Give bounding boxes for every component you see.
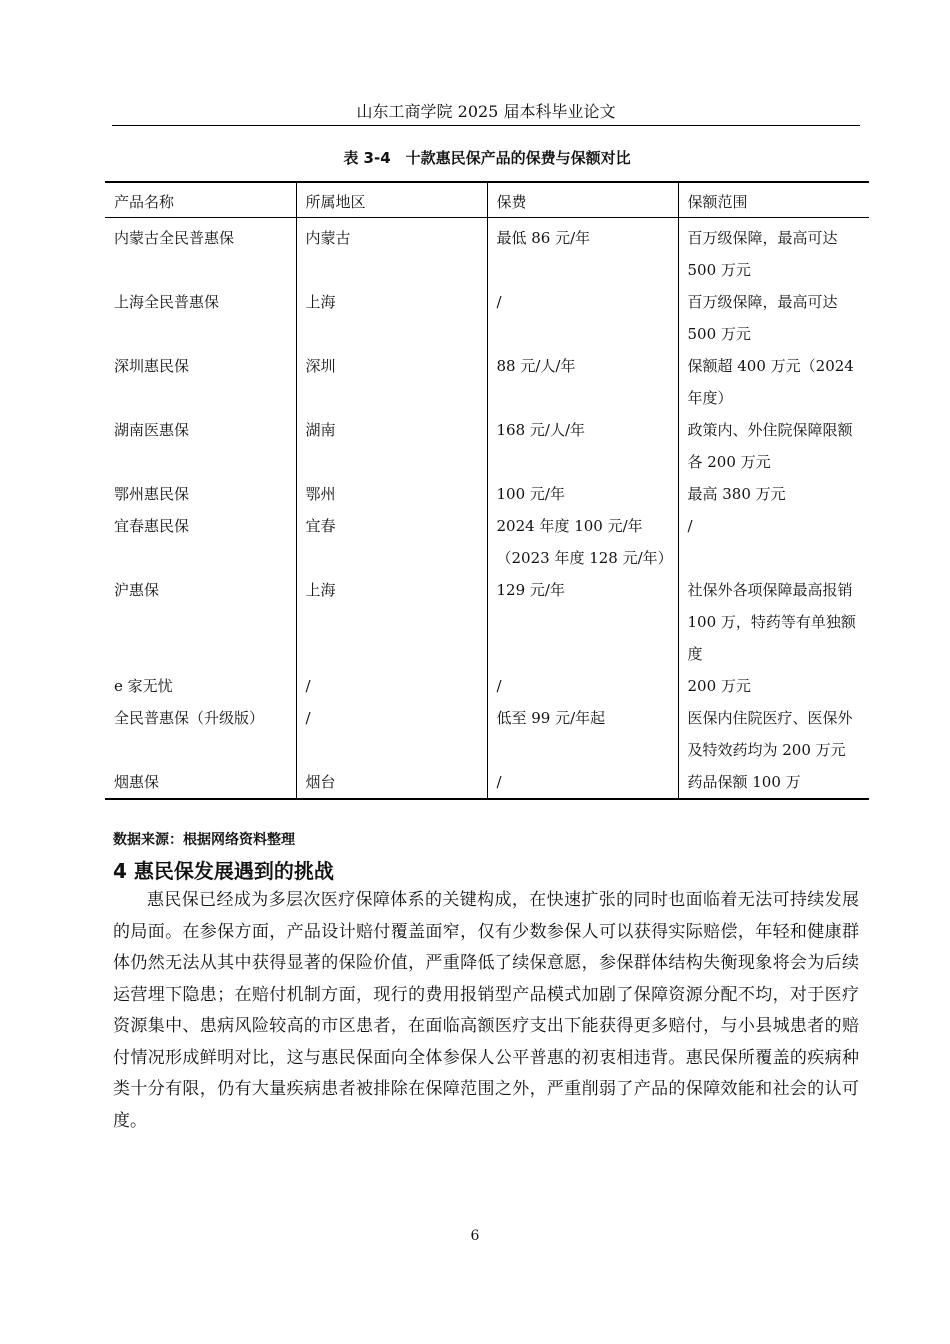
cell-region: 上海 bbox=[296, 574, 487, 670]
cell-premium: 最低 86 元/年 bbox=[487, 218, 678, 287]
cell-premium: 2024 年度 100 元/年（2023 年度 128 元/年） bbox=[487, 510, 678, 574]
cell-coverage: 最高 380 万元 bbox=[678, 478, 869, 510]
cell-coverage: 药品保额 100 万 bbox=[678, 766, 869, 799]
cell-product: 上海全民普惠保 bbox=[114, 293, 220, 311]
cell-region: 烟台 bbox=[296, 766, 487, 799]
section-heading: 4 惠民保发展遇到的挑战 bbox=[113, 859, 334, 883]
running-header: 山东工商学院 2025 届本科毕业论文 bbox=[356, 102, 616, 121]
cell-premium: / bbox=[487, 286, 678, 350]
cell-product: 深圳惠民保 bbox=[114, 357, 190, 375]
body-paragraph: 惠民保已经成为多层次医疗保障体系的关键构成，在快速扩张的同时也面临着无法可持续发展的局面。在参保方面，产品设计赔付覆盖面窄，仅有少数参保人可以获得实际赔偿，年轻和健康群体仍然无法从其中获得显著的保险价值，严重降低了续保意愿，参保群体结构失衡现象将会为后续运营埋下隐患；在赔付机制方面，现行的费用报销型产品模式加剧了保障资源分配不均，对于医疗资源集中、患病风险较高的市区患者，在面临高额医疗支出下能获得更多赔付，与小县城患者的赔付情况形成鲜明对比，这与惠民保面向全体参保人公平普惠的初衷相违背。惠民保所覆盖的疾病种类十分有限，仍有大量疾病患者被排除在保障范围之外，严重削弱了产品的保障效能和社会的认可度。 bbox=[113, 890, 859, 1131]
table-row bbox=[105, 218, 869, 287]
column-header-region: 所属地区 bbox=[296, 182, 487, 218]
cell-premium: 88 元/人/年 bbox=[487, 350, 678, 414]
cell-product: 鄂州惠民保 bbox=[114, 485, 190, 503]
header-rule bbox=[112, 125, 860, 126]
cell-product: 烟惠保 bbox=[114, 773, 160, 791]
page-number: 6 bbox=[470, 1228, 480, 1244]
cell-premium: 129 元/年 bbox=[487, 574, 678, 670]
table-caption: 表 3-4 十款惠民保产品的保费与保额对比 bbox=[343, 149, 631, 167]
cell-product: e 家无忧 bbox=[114, 677, 173, 695]
table-row bbox=[105, 414, 869, 478]
table-row bbox=[105, 350, 869, 414]
cell-region: 湖南 bbox=[296, 414, 487, 478]
cell-region: 内蒙古 bbox=[296, 218, 487, 287]
cell-region: 上海 bbox=[296, 286, 487, 350]
cell-product: 全民普惠保（升级版） bbox=[114, 709, 265, 727]
cell-product: 湖南医惠保 bbox=[114, 421, 190, 439]
table-row bbox=[105, 766, 869, 799]
table-row bbox=[105, 510, 869, 574]
cell-coverage: 保额超 400 万元（2024 年度） bbox=[678, 350, 869, 414]
table-row bbox=[105, 286, 869, 350]
table-row bbox=[105, 670, 869, 702]
cell-coverage: 政策内、外住院保障限额各 200 万元 bbox=[678, 414, 869, 478]
cell-premium: / bbox=[487, 766, 678, 799]
cell-premium: / bbox=[487, 670, 678, 702]
cell-region: 深圳 bbox=[296, 350, 487, 414]
cell-product: 沪惠保 bbox=[114, 581, 160, 599]
cell-premium: 低至 99 元/年起 bbox=[487, 702, 678, 766]
cell-coverage: 200 万元 bbox=[678, 670, 869, 702]
column-header-coverage: 保额范围 bbox=[678, 182, 869, 218]
cell-coverage: 医保内住院医疗、医保外及特效药均为 200 万元 bbox=[678, 702, 869, 766]
cell-coverage: 百万级保障，最高可达 500 万元 bbox=[678, 218, 869, 287]
premium-comparison-table bbox=[105, 181, 869, 800]
cell-region: / bbox=[296, 670, 487, 702]
cell-product: 宜春惠民保 bbox=[114, 517, 190, 535]
table-row bbox=[105, 702, 869, 766]
cell-coverage: / bbox=[678, 510, 869, 574]
cell-region: 鄂州 bbox=[296, 478, 487, 510]
cell-region: 宜春 bbox=[296, 510, 487, 574]
table-row bbox=[105, 478, 869, 510]
table-source-note: 数据来源：根据网络资料整理 bbox=[113, 832, 295, 848]
cell-premium: 168 元/人/年 bbox=[487, 414, 678, 478]
table-header-row bbox=[105, 182, 869, 218]
cell-coverage: 百万级保障，最高可达 500 万元 bbox=[678, 286, 869, 350]
cell-region: / bbox=[296, 702, 487, 766]
column-header-premium: 保费 bbox=[487, 182, 678, 218]
cell-product: 内蒙古全民普惠保 bbox=[114, 229, 235, 247]
cell-premium: 100 元/年 bbox=[487, 478, 678, 510]
table-row bbox=[105, 574, 869, 670]
cell-coverage: 社保外各项保障最高报销 100 万，特药等有单独额度 bbox=[678, 574, 869, 670]
column-header-product: 产品名称 bbox=[114, 193, 175, 211]
